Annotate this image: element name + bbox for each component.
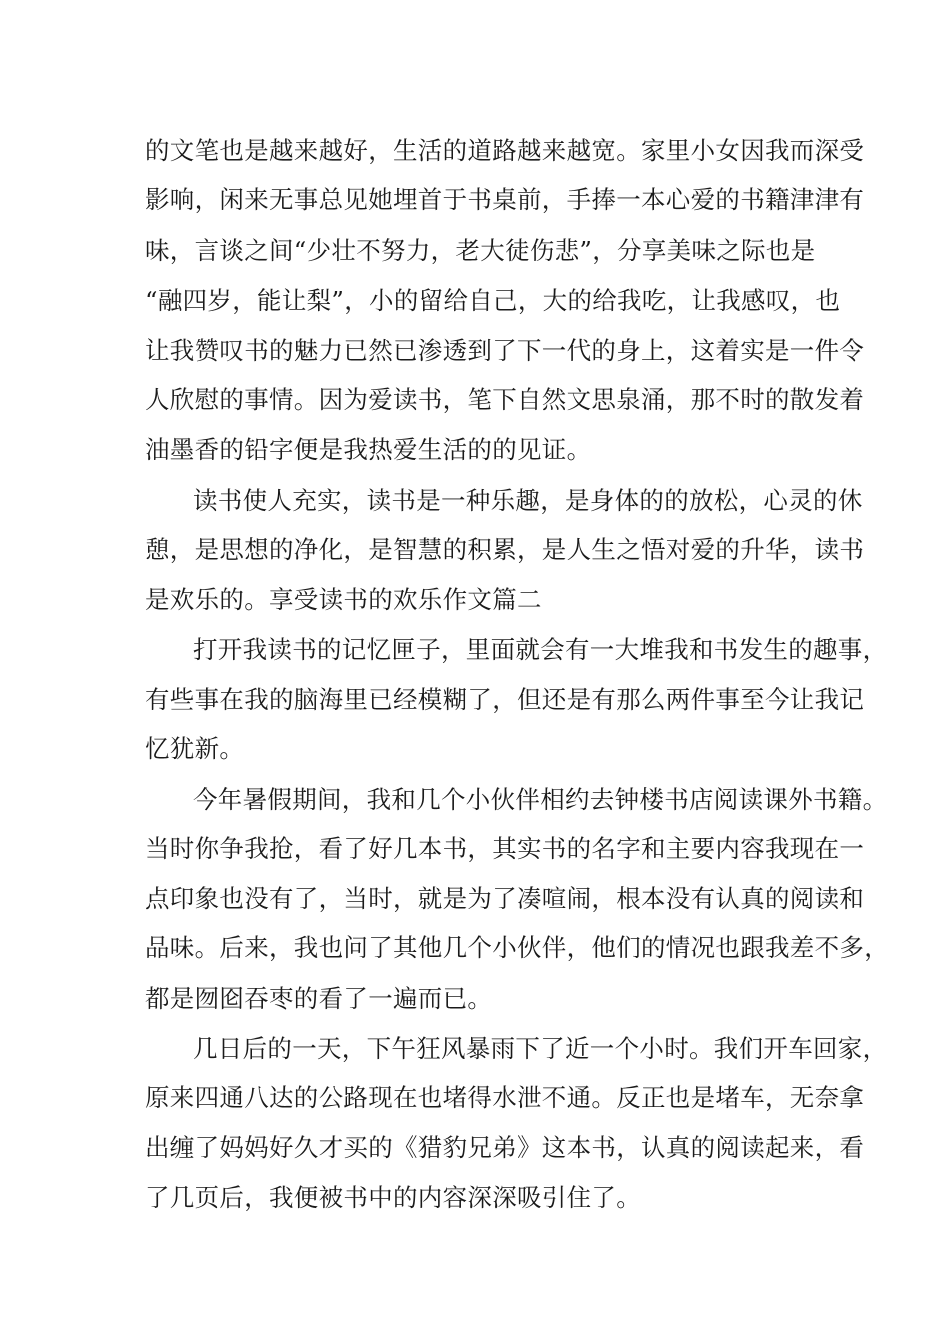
text-line: “融四岁，能让梨”，小的留给自己，大的给我吃，让我感叹，也 — [145, 286, 841, 315]
text-line: 都是囫囵吞枣的看了一遍而已。 — [145, 984, 493, 1013]
text-line: 出缠了妈妈好久才买的《猎豹兄弟》这本书，认真的阅读起来，看 — [145, 1133, 865, 1162]
text-line: 让我赞叹书的魅力已然已渗透到了下一代的身上，这着实是一件令 — [145, 336, 865, 365]
paragraph-first-line: 今年暑假期间，我和几个小伙伴相约去钟楼书店阅读课外书籍。 — [193, 785, 888, 814]
paragraph-first-line: 读书使人充实，读书是一种乐趣，是身体的的放松，心灵的休 — [193, 486, 863, 515]
text-line: 品味。后来，我也问了其他几个小伙伴，他们的情况也跟我差不多， — [145, 933, 889, 962]
paragraph-first-line: 打开我读书的记忆匣子，里面就会有一大堆我和书发生的趣事， — [193, 635, 888, 664]
text-line: 有些事在我的脑海里已经模糊了，但还是有那么两件事至今让我记 — [145, 685, 865, 714]
text-line: 原来四通八达的公路现在也堵得水泄不通。反正也是堵车，无奈拿 — [145, 1083, 865, 1112]
text-line: 油墨香的铅字便是我热爱生活的的见证。 — [145, 435, 592, 464]
paragraph-first-line: 几日后的一天，下午狂风暴雨下了近一个小时。我们开车回家， — [193, 1034, 888, 1063]
text-line: 忆犹新。 — [145, 734, 245, 763]
text-line: 是欢乐的。享受读书的欢乐作文篇二 — [145, 585, 542, 614]
text-line: 了几页后，我便被书中的内容深深吸引住了。 — [145, 1183, 641, 1212]
text-line: 当时你争我抢，看了好几本书，其实书的名字和主要内容我现在一 — [145, 834, 865, 863]
text-line: 点印象也没有了，当时，就是为了凑喧闹，根本没有认真的阅读和 — [145, 884, 865, 913]
text-line: 的文笔也是越来越好，生活的道路越来越宽。家里小女因我而深受 — [145, 136, 865, 165]
text-line: 影响，闲来无事总见她埋首于书桌前，手捧一本心爱的书籍津津有 — [145, 185, 865, 214]
text-line: 人欣慰的事情。因为爱读书，笔下自然文思泉涌，那不时的散发着 — [145, 385, 865, 414]
text-line: 味，言谈之间“少壮不努力，老大徒伤悲”，分享美味之际也是 — [145, 236, 816, 265]
text-line: 憩，是思想的净化，是智慧的积累，是人生之悟对爱的升华，读书 — [145, 535, 865, 564]
